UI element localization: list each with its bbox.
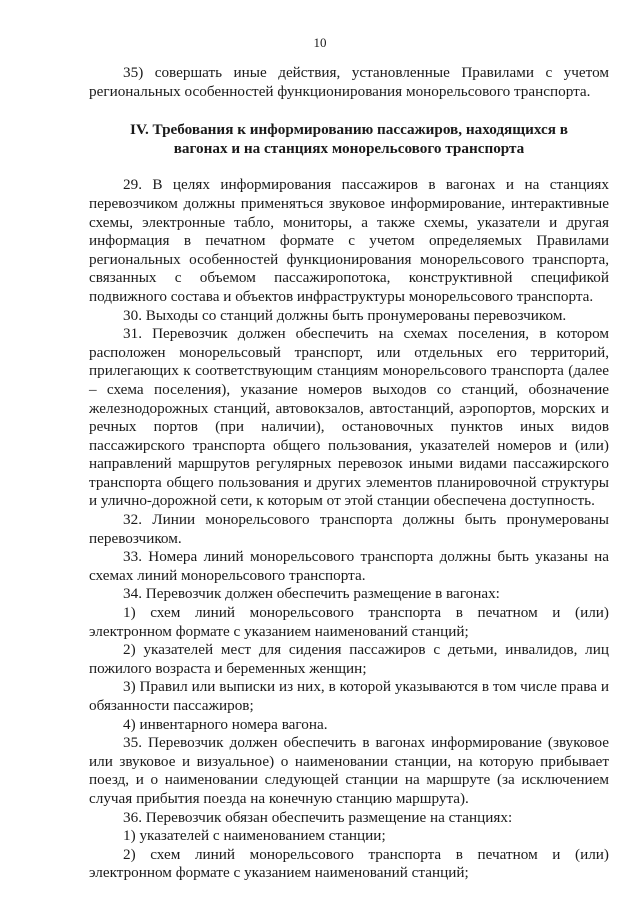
list-item-36-2: 2) схем линий монорельсового транспорта в печатном и (или) электронном формате с указанием наименований станций; [89, 845, 609, 882]
list-item-34-2: 2) указателей мест для сидения пассажиров с детьми, инвалидов, лиц пожилого возраста и беременных женщин; [89, 641, 609, 677]
list-item-36-1: 1) указателей с наименованием станции; [123, 827, 386, 845]
section-heading: IV. Требования к информированию пассажиров, находящихся в вагонах и на станциях монорельсового транспорта [130, 121, 568, 157]
paragraph-34: 34. Перевозчик должен обеспечить размещение в вагонах: [123, 585, 500, 603]
paragraph-30: 30. Выходы со станций должны быть пронумерованы перевозчиком. [123, 306, 567, 324]
paragraph-32: 32. Линии монорельсового транспорта должны быть пронумерованы перевозчиком. [89, 511, 609, 547]
list-item-34-3: 3) Правил или выписки из них, в которой указываются в том числе права и обязанности пассажиров; [89, 678, 609, 714]
paragraph-35: 35) совершать иные действия, установленные Правилами с учетом региональных особенностей функционирования монорельсового транспорта. [89, 64, 609, 100]
document-body [89, 64, 609, 883]
paragraph-36: 36. Перевозчик обязан обеспечить размещение на станциях: [123, 808, 513, 826]
list-item-34-4: 4) инвентарного номера вагона. [123, 715, 328, 733]
paragraph-33: 33. Номера линий монорельсового транспорта должны быть указаны на схемах линий монорельсового транспорта. [89, 548, 609, 584]
paragraph-35-info: 35. Перевозчик должен обеспечить в вагонах информирование (звуковое или звуковое и визуальное) о наименовании станции, на которую прибывает поезд, и о наименовании следующей станции на маршруте (за исключением случая прибытия поезда на конечную станцию маршрута). [89, 734, 609, 807]
paragraph-29: 29. В целях информирования пассажиров в вагонах и на станциях перевозчиком должны применяться звуковое информирование, интерактивные схемы, электронные табло, мониторы, а также схемы, указатели и другая информация в печатном формате с учетом определяемых Правилами региональных особенностей функционирования монорельсового транспорта, связанных с объемом пассажиропотока, конструктивной спецификой подвижного состава и объектов инфраструктуры монорельсового транспорта. [89, 176, 609, 305]
paragraph-31: 31. Перевозчик должен обеспечить на схемах поселения, в котором расположен монорельсовый транспорт, или отдельных его территорий, прилегающих к соответствующим станциям монорельсового транспорта (далее – схема поселения), указание номеров выходов со станций, обозначение железнодорожных станций, автовокзалов, автостанций, аэропортов, морских и речных портов (при наличии), остановочных пунктов иных видов пассажирского транспорта общего пользования, указателей номеров и (или) направлений маршрутов регулярных перевозок иными видами пассажирского транспорта общего пользования и других элементов планировочной структуры и улично-дорожной сети, к которым от этой станции обеспечена доступность. [89, 325, 609, 510]
list-item-34-1: 1) схем линий монорельсового транспорта в печатном и (или) электронном формате с указанием наименований станций; [89, 604, 609, 640]
page-number: 10 [313, 35, 327, 50]
